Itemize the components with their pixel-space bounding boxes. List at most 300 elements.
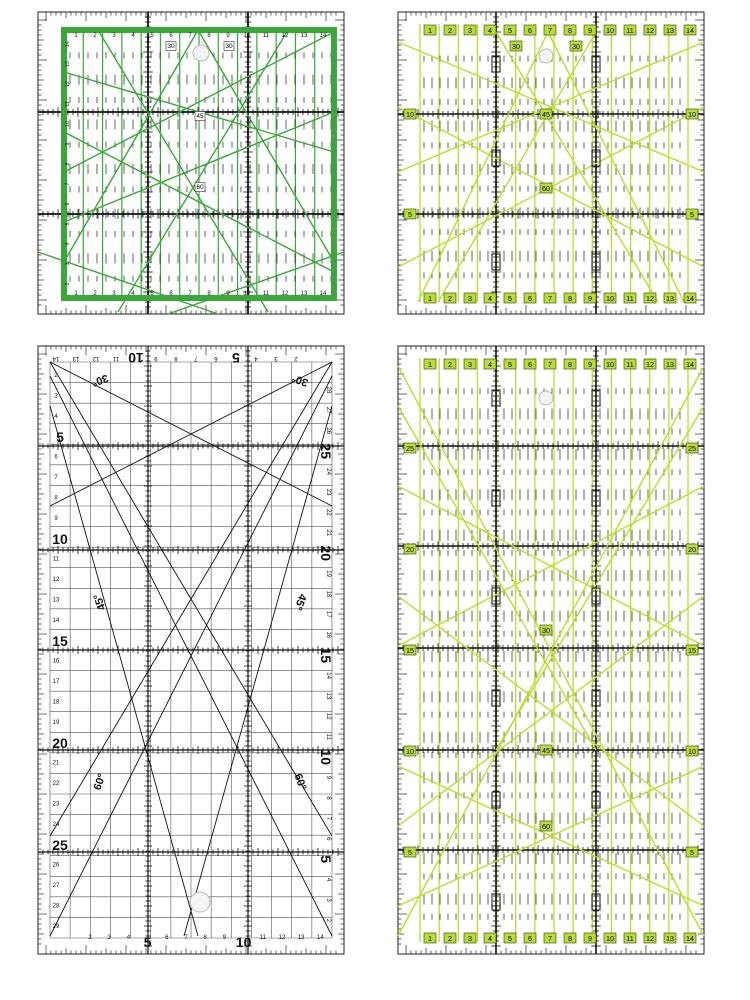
left-number: 18 (52, 699, 60, 706)
angle-badge-60 (540, 821, 552, 831)
badge-number: 9 (588, 294, 592, 303)
bottom-number: 6 (165, 935, 169, 941)
top-number-badge (464, 359, 476, 369)
right-number-badge (686, 746, 698, 756)
right-number: 24 (325, 468, 331, 475)
badge-number: 30 (572, 42, 580, 51)
bottom-number-badge (524, 293, 536, 303)
badge-number: 45 (542, 746, 550, 755)
bottom-number-badge (604, 933, 616, 943)
badge-number: 6 (528, 934, 532, 943)
top-number: 12 (281, 33, 289, 39)
right-number: 28 (325, 386, 331, 394)
left-number: 25 (52, 837, 68, 854)
top-number-badge (464, 25, 476, 35)
badge-number: 12 (646, 294, 654, 303)
left-number-badge (404, 544, 416, 554)
angle-badge-45 (540, 109, 552, 119)
angle-badge-45 (195, 112, 205, 121)
right-number-badge (686, 544, 698, 554)
right-number: 14 (325, 672, 331, 679)
top-number-badge (524, 25, 536, 35)
side-number: 2 (65, 282, 71, 286)
badge-number: 7 (548, 294, 552, 303)
right-number: 21 (325, 529, 331, 537)
badge-number: 5 (690, 848, 694, 857)
bottom-number: 8 (203, 935, 207, 941)
bottom-number-badge (424, 293, 436, 303)
bottom-number-badge (524, 933, 536, 943)
left-number: 19 (52, 719, 60, 726)
badge-number: 14 (686, 26, 694, 35)
angle-label: 45° (291, 592, 309, 612)
bottom-number-badge (644, 933, 656, 943)
bottom-number-badge (484, 933, 496, 943)
left-number-badge (404, 209, 416, 219)
badge-number: 20 (688, 545, 696, 554)
right-number: 9 (325, 775, 331, 780)
left-number: 27 (52, 883, 60, 889)
badge-number: 8 (568, 26, 572, 35)
finger-hole (539, 49, 553, 63)
badge-number: 25 (688, 444, 696, 453)
bottom-number-badge (544, 293, 556, 303)
right-number: 6 (325, 837, 331, 841)
top-number-badge (544, 359, 556, 369)
top-number-badge (624, 25, 636, 35)
left-number: 16 (52, 658, 60, 665)
badge-number: 4 (488, 294, 492, 303)
angle-badge-45 (540, 745, 552, 755)
top-number-badge (544, 25, 556, 35)
left-number: 24 (52, 821, 60, 828)
angle-badge-30 (166, 42, 176, 51)
top-number: 9 (154, 355, 158, 361)
left-number: 23 (52, 801, 60, 808)
top-number-badge (684, 25, 696, 35)
bottom-number: 6 (169, 291, 173, 297)
top-number-badge (644, 359, 656, 369)
badge-number: 7 (548, 26, 552, 35)
ruler-rectangle-lime (398, 346, 704, 954)
top-number: 3 (112, 33, 116, 39)
badge-number: 60 (542, 184, 550, 193)
right-number-badge (686, 645, 698, 655)
bottom-number-badge (584, 933, 596, 943)
badge-number: 20 (406, 545, 414, 554)
top-number-badge (624, 359, 636, 369)
badge-number: 5 (508, 934, 512, 943)
badge-number: 12 (646, 26, 654, 35)
badge-number: 30 (167, 43, 175, 50)
right-number: 23 (325, 488, 331, 496)
angle-badge-60 (540, 183, 552, 193)
badge-number: 11 (626, 294, 634, 303)
top-number-badge (644, 25, 656, 35)
badge-number: 8 (568, 294, 572, 303)
bottom-number: 9 (226, 291, 230, 297)
side-number: 6 (65, 202, 71, 206)
right-number: 12 (325, 713, 331, 720)
top-number: 1 (74, 33, 78, 39)
top-number: 5 (150, 33, 154, 39)
left-number: 20 (52, 735, 68, 752)
ruler-a-svg (38, 12, 344, 314)
left-number: 8 (54, 495, 58, 502)
bottom-number: 10 (235, 934, 252, 950)
bottom-number-badge (424, 933, 436, 943)
badge-number: 13 (666, 360, 674, 369)
bottom-number: 12 (278, 935, 286, 941)
top-number-badge (584, 25, 596, 35)
left-number: 6 (54, 454, 58, 461)
badge-number: 1 (428, 26, 432, 35)
badge-number: 3 (468, 934, 472, 943)
badge-number: 15 (406, 646, 414, 655)
top-number: 2 (93, 33, 97, 39)
finger-hole (539, 391, 553, 405)
angle-label: 45° (91, 592, 109, 612)
bottom-number: 5 (143, 934, 152, 950)
top-number: 5 (232, 350, 240, 366)
right-number: 2 (325, 918, 331, 923)
bottom-number-badge (644, 293, 656, 303)
badge-number: 6 (528, 26, 532, 35)
left-number: 4 (54, 413, 58, 420)
top-number: 13 (300, 33, 308, 39)
left-number: 3 (54, 393, 58, 400)
bottom-number-badge (504, 933, 516, 943)
right-number: 3 (325, 898, 331, 902)
badge-number: 5 (690, 210, 694, 219)
angle-badge-60 (195, 183, 205, 192)
badge-number: 3 (468, 294, 472, 303)
badge-number: 10 (606, 294, 614, 303)
badge-number: 3 (468, 26, 472, 35)
ruler-d-svg (398, 346, 704, 954)
top-number: 3 (274, 355, 278, 361)
badge-number: 8 (568, 360, 572, 369)
badge-number: 30 (225, 43, 233, 50)
side-number: 13 (65, 61, 71, 67)
top-number-badge (504, 359, 516, 369)
top-number-badge (664, 359, 676, 369)
badge-number: 45 (542, 110, 550, 119)
top-number: 2 (294, 355, 298, 361)
left-number: 15 (52, 633, 68, 650)
left-number: 17 (52, 679, 60, 685)
bottom-number-badge (444, 293, 456, 303)
badge-number: 15 (688, 646, 696, 655)
right-number: 5 (318, 855, 334, 864)
left-number-badge (404, 746, 416, 756)
badge-number: 9 (588, 934, 592, 943)
bottom-number: 13 (297, 935, 305, 941)
bottom-number: 9 (222, 935, 227, 941)
right-number: 26 (325, 427, 331, 435)
left-number: 28 (52, 903, 60, 910)
right-number-badge (686, 443, 698, 453)
angle-label: 60° (91, 772, 109, 792)
bottom-number-badge (584, 293, 596, 303)
finger-hole (190, 892, 210, 912)
top-number-badge (424, 25, 436, 35)
badge-number: 4 (488, 934, 492, 943)
badge-number: 13 (666, 294, 674, 303)
bottom-number-badge (484, 293, 496, 303)
bottom-number-badge (464, 293, 476, 303)
badge-number: 12 (646, 360, 654, 369)
right-number: 10 (318, 749, 334, 765)
top-number-badge (444, 25, 456, 35)
top-number-badge (424, 359, 436, 369)
ruler-rectangle-clear (38, 346, 344, 954)
side-number: 10 (65, 121, 71, 127)
badge-number: 9 (588, 26, 592, 35)
angle-badge-30 (224, 42, 234, 51)
top-number-badge (484, 359, 496, 369)
right-number: 16 (325, 631, 331, 639)
left-number: 22 (52, 781, 60, 787)
right-number: 7 (325, 816, 331, 821)
badge-number: 2 (448, 934, 452, 943)
bottom-number-badge (604, 293, 616, 303)
right-number: 11 (325, 733, 331, 740)
badge-number: 30 (512, 42, 520, 51)
bottom-number-badge (444, 933, 456, 943)
left-number: 13 (52, 597, 60, 604)
right-number: 25 (318, 443, 334, 459)
left-number-badge (404, 109, 416, 119)
bottom-number-badge (544, 933, 556, 943)
top-number-badge (584, 359, 596, 369)
angle-label: 60° (291, 772, 309, 792)
bottom-number-badge (684, 293, 696, 303)
bottom-number-badge (464, 933, 476, 943)
top-number-badge (604, 25, 616, 35)
badge-number: 7 (548, 934, 552, 943)
badge-number: 25 (406, 444, 414, 453)
top-number-badge (524, 359, 536, 369)
bottom-number-badge (624, 293, 636, 303)
left-number-badge (404, 645, 416, 655)
badge-number: 2 (448, 26, 452, 35)
badge-number: 30 (542, 626, 550, 635)
top-number: 8 (207, 33, 211, 39)
right-number: 22 (325, 509, 331, 516)
top-number: 12 (92, 355, 100, 361)
right-number-badge (686, 847, 698, 857)
badge-number: 12 (646, 934, 654, 943)
angle-label: 30° (290, 371, 310, 389)
left-number: 11 (52, 556, 60, 563)
right-number: 27 (325, 407, 331, 414)
top-number: 8 (174, 355, 178, 361)
badge-number: 1 (428, 294, 432, 303)
right-number-badge (686, 209, 698, 219)
badge-number: 10 (606, 934, 614, 943)
top-number-badge (504, 25, 516, 35)
right-number: 17 (325, 611, 331, 618)
top-number: 13 (72, 355, 80, 361)
bottom-number: 12 (281, 291, 289, 297)
left-number: 29 (52, 923, 60, 930)
badge-number: 8 (568, 934, 572, 943)
angle-label: 30° (90, 371, 110, 389)
right-number-badge (686, 109, 698, 119)
side-number: 8 (65, 162, 71, 166)
top-number-badge (444, 359, 456, 369)
bottom-number: 2 (93, 291, 97, 297)
top-number: 14 (52, 355, 60, 361)
badge-number: 14 (686, 360, 694, 369)
bottom-number-badge (664, 293, 676, 303)
badge-number: 5 (508, 294, 512, 303)
bottom-number: 10 (243, 291, 251, 297)
badge-number: 60 (196, 184, 204, 191)
right-number: 20 (318, 545, 334, 561)
top-number: 4 (254, 355, 258, 361)
top-number: 10 (243, 33, 251, 39)
bottom-number: 7 (188, 291, 192, 297)
side-number: 12 (65, 81, 71, 87)
badge-number: 5 (408, 210, 412, 219)
badge-number: 1 (428, 360, 432, 369)
badge-number: 9 (588, 360, 592, 369)
bottom-number-badge (504, 293, 516, 303)
badge-number: 6 (528, 294, 532, 303)
left-number: 10 (52, 531, 68, 548)
bottom-number-badge (664, 933, 676, 943)
ruler-b-svg (398, 12, 704, 314)
top-number: 10 (128, 350, 144, 366)
side-number: 3 (65, 262, 71, 266)
badge-number: 11 (626, 934, 634, 943)
bottom-number: 4 (131, 291, 135, 297)
left-number-badge (404, 847, 416, 857)
left-number: 21 (52, 760, 60, 767)
top-number-badge (684, 359, 696, 369)
top-number-badge (604, 359, 616, 369)
side-number: 4 (65, 242, 71, 246)
top-number-badge (564, 359, 576, 369)
badge-number: 2 (448, 360, 452, 369)
bottom-number-badge (564, 293, 576, 303)
badge-number: 10 (606, 26, 614, 35)
badge-number: 3 (468, 360, 472, 369)
side-number: 9 (65, 142, 71, 146)
left-number: 14 (52, 617, 60, 624)
badge-number: 10 (688, 747, 696, 756)
bottom-number-badge (624, 933, 636, 943)
ruler-c-svg (38, 346, 344, 954)
finger-hole (193, 45, 209, 61)
bottom-number: 2 (88, 935, 92, 941)
left-number: 2 (54, 373, 58, 379)
left-number: 12 (52, 577, 60, 583)
bottom-number: 11 (259, 935, 266, 941)
badge-number: 2 (448, 294, 452, 303)
bottom-number: 3 (107, 935, 111, 941)
badge-number: 10 (606, 360, 614, 369)
side-number: 7 (65, 182, 71, 186)
left-number: 9 (54, 515, 58, 522)
badge-number: 5 (408, 848, 412, 857)
top-number-badge (664, 25, 676, 35)
badge-number: 45 (196, 113, 204, 120)
right-number: 4 (325, 877, 331, 882)
badge-number: 4 (488, 26, 492, 35)
angle-badge-30 (510, 41, 522, 51)
badge-number: 60 (542, 822, 550, 831)
badge-number: 13 (666, 934, 674, 943)
ruler-square-green (38, 12, 344, 314)
badge-number: 5 (508, 26, 512, 35)
bottom-number: 13 (300, 291, 308, 297)
top-number: 11 (112, 355, 120, 361)
left-number: 7 (54, 475, 58, 481)
top-number: 6 (169, 33, 173, 39)
badge-number: 14 (686, 934, 694, 943)
top-number: 9 (226, 33, 230, 39)
top-number-badge (484, 25, 496, 35)
side-number: 5 (65, 222, 71, 226)
badge-number: 6 (528, 360, 532, 369)
bottom-number: 14 (319, 291, 327, 297)
side-number: 11 (65, 101, 71, 107)
bottom-number: 8 (207, 291, 211, 297)
badge-number: 10 (688, 110, 696, 119)
badge-number: 10 (406, 110, 414, 119)
top-number-badge (564, 25, 576, 35)
bottom-number: 5 (150, 291, 154, 297)
badge-number: 1 (428, 934, 432, 943)
bottom-number: 14 (317, 935, 324, 941)
ruler-square-lime (398, 12, 704, 314)
badge-number: 4 (488, 360, 492, 369)
bottom-number-badge (684, 933, 696, 943)
right-number: 18 (325, 590, 331, 598)
left-number-badge (404, 443, 416, 453)
side-number: 14 (65, 41, 71, 47)
top-number: 7 (194, 355, 198, 361)
angle-badge-30 (570, 41, 582, 51)
angle-badge-30 (540, 625, 552, 635)
right-number: 15 (318, 647, 334, 663)
badge-number: 11 (626, 360, 634, 369)
top-number: 6 (214, 355, 218, 361)
top-number: 14 (319, 33, 327, 39)
right-number: 19 (325, 570, 331, 577)
badge-number: 5 (508, 360, 512, 369)
bottom-number: 1 (74, 291, 78, 297)
left-number: 26 (52, 862, 60, 869)
top-number: 4 (131, 33, 135, 39)
badge-number: 10 (406, 747, 414, 756)
badge-number: 7 (548, 360, 552, 369)
bottom-number: 4 (126, 935, 131, 941)
left-number: 5 (56, 429, 64, 446)
bottom-number: 7 (184, 935, 188, 941)
bottom-number: 3 (112, 291, 116, 297)
bottom-number: 11 (262, 291, 270, 297)
right-number: 13 (325, 692, 331, 700)
badge-number: 13 (666, 26, 674, 35)
top-number: 11 (262, 33, 270, 39)
top-number: 7 (188, 33, 192, 39)
badge-number: 11 (626, 26, 634, 35)
bottom-number-badge (564, 933, 576, 943)
